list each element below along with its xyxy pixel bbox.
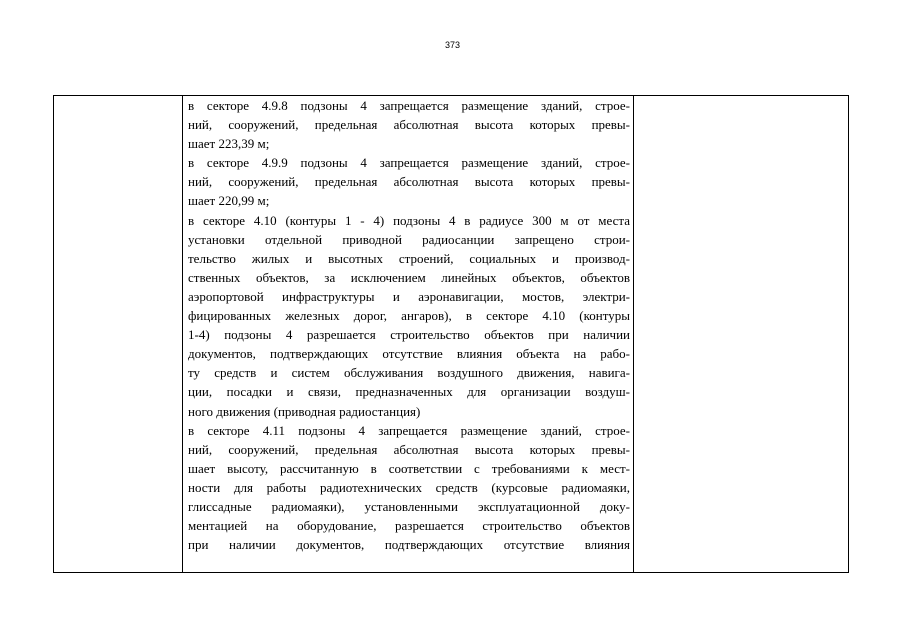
text-line: ний, сооружений, предельная абсолютная высота которых превы-: [188, 117, 630, 133]
table-column-divider-right: [633, 96, 634, 572]
text-line: шает высоту, рассчитанную в соответствии с требованиями к мест-: [188, 460, 630, 476]
text-line: установки отдельной приводной радиосанции запрещено строи-: [188, 231, 630, 247]
text-line: ментацией на оборудование, разрешается строительство объектов: [188, 518, 630, 534]
text-line: в секторе 4.11 подзоны 4 запрещается размещение зданий, строе-: [188, 422, 630, 438]
text-line: 1-4) подзоны 4 разрешается строительство объектов при наличии: [188, 327, 630, 343]
document-table: [53, 95, 849, 573]
text-line: ного движения (приводная радиостанция): [188, 403, 421, 419]
text-line: ний, сооружений, предельная абсолютная высота которых превы-: [188, 174, 630, 190]
text-line: ности для работы радиотехнических средств (курсовые радиомаяки,: [188, 479, 630, 495]
text-line: при наличии документов, подтверждающих отсутствие влияния: [188, 537, 630, 553]
text-line: ту средств и систем обслуживания воздушного движения, навига-: [188, 365, 630, 381]
text-line: в секторе 4.9.8 подзоны 4 запрещается размещение зданий, строе-: [188, 98, 630, 113]
text-line: документов, подтверждающих отсутствие влияния объекта на рабо-: [188, 346, 630, 362]
text-line: в секторе 4.10 (контуры 1 - 4) подзоны 4 в радиусе 300 м от места: [188, 212, 630, 228]
text-line: глиссадные радиомаяки), установленными эксплуатационной доку-: [188, 498, 630, 514]
text-line: ции, посадки и связи, предназначенных для организации воздуш-: [188, 384, 630, 400]
text-line: тельство жилых и высотных строений, социальных и производ-: [188, 250, 630, 266]
text-line: в секторе 4.9.9 подзоны 4 запрещается размещение зданий, строе-: [188, 155, 630, 171]
text-line: аэропортовой инфраструктуры и аэронавигации, мостов, электри-: [188, 288, 630, 304]
table-column-divider-left: [182, 96, 183, 572]
text-line: фицированных железных дорог, ангаров), в секторе 4.10 (контуры: [188, 308, 630, 324]
text-line: ний, сооружений, предельная абсолютная высота которых превы-: [188, 441, 630, 457]
page-number: 373: [444, 40, 461, 50]
text-line: шает 220,99 м;: [188, 193, 270, 209]
table-cell-text: [188, 96, 630, 554]
text-line: ственных объектов, за исключением линейных объектов, объектов: [188, 269, 630, 285]
text-line: шает 223,39 м;: [188, 136, 270, 152]
